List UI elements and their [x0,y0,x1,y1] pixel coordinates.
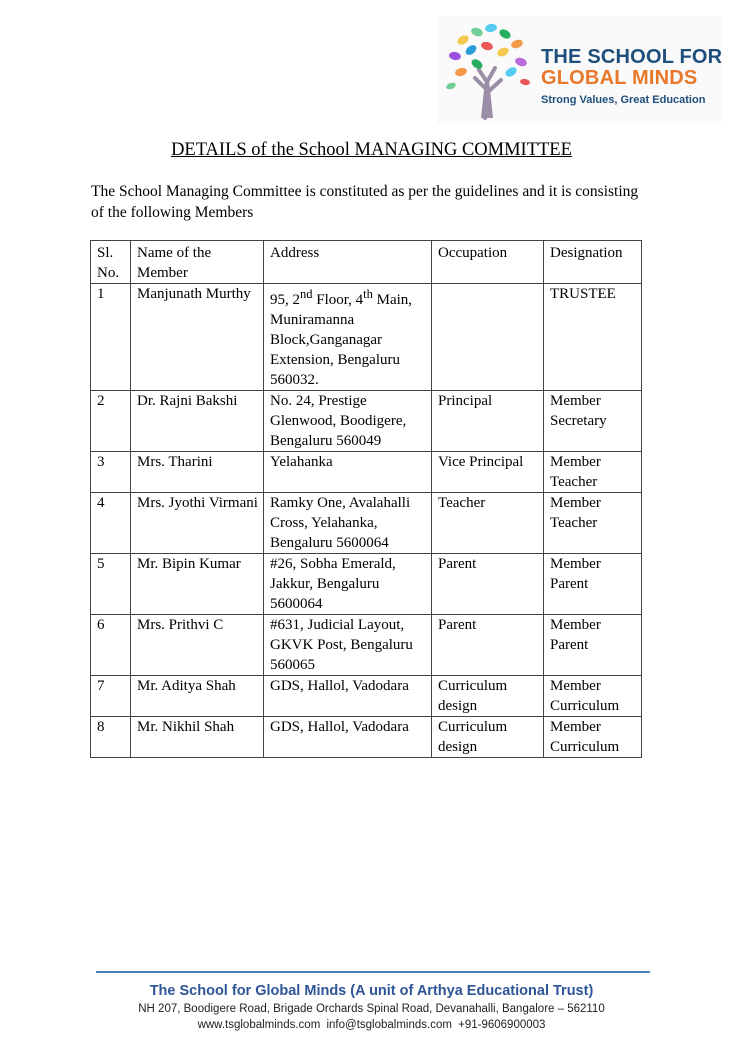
header-designation: Designation [544,241,642,284]
header-sl-no: Sl. No. [91,241,131,284]
page-title-wrap [0,140,743,161]
cell-sl-no: 1 [91,284,131,391]
committee-table [90,240,642,758]
cell-address: #631, Judicial Layout, GKVK Post, Bengaluru 560065 [264,615,432,676]
cell-sl-no: 6 [91,615,131,676]
table-row [91,615,642,676]
cell-designation: Member Curriculum [544,717,642,758]
table-row [91,676,642,717]
school-logo [437,16,721,124]
cell-occupation: Principal [432,391,544,452]
cell-name: Mr. Aditya Shah [131,676,264,717]
cell-address: Yelahanka [264,452,432,493]
cell-address: No. 24, Prestige Glenwood, Boodigere, Bengaluru 560049 [264,391,432,452]
cell-name: Mr. Bipin Kumar [131,554,264,615]
cell-occupation: Vice Principal [432,452,544,493]
cell-sl-no: 4 [91,493,131,554]
header-address: Address [264,241,432,284]
logo-tagline: Strong Values, Great Education [541,94,706,106]
cell-designation: Member Teacher [544,493,642,554]
table-row [91,554,642,615]
footer-phone: +91-9606900003 [458,1019,546,1031]
footer-org-name: The School for Global Minds (A unit of Arthya Educational Trust) [149,983,594,999]
cell-name: Mr. Nikhil Shah [131,717,264,758]
cell-address: GDS, Hallol, Vadodara [264,717,432,758]
header-name: Name of the Member [131,241,264,284]
cell-sl-no: 3 [91,452,131,493]
cell-name: Mrs. Tharini [131,452,264,493]
cell-designation: Member Parent [544,615,642,676]
cell-designation: Member Teacher [544,452,642,493]
intro-paragraph: The School Managing Committee is constituted as per the guidelines and it is consisting of the following Members [91,183,639,221]
table-row [91,452,642,493]
cell-designation: TRUSTEE [544,284,642,391]
cell-occupation: Parent [432,554,544,615]
cell-sl-no: 2 [91,391,131,452]
table-row [91,391,642,452]
footer-address: NH 207, Boodigere Road, Brigade Orchards Spinal Road, Devanahalli, Bangalore – 562110 [138,1003,605,1015]
address-text: Floor, 4 [312,292,364,308]
cell-designation: Member Parent [544,554,642,615]
cell-address: #26, Sobha Emerald, Jakkur, Bengaluru 5600064 [264,554,432,615]
cell-occupation: Parent [432,615,544,676]
footer-email: info@tsglobalminds.com [326,1019,452,1031]
footer-website: www.tsglobalminds.com [197,1019,321,1031]
cell-address [264,284,432,391]
footer-divider [96,971,650,973]
table-header-row [91,241,642,284]
cell-occupation: Curriculum design [432,717,544,758]
cell-name: Dr. Rajni Bakshi [131,391,264,452]
cell-occupation: Teacher [432,493,544,554]
ordinal-suffix: th [363,287,373,301]
address-text: 95, 2 [270,292,300,308]
table-row [91,717,642,758]
header-occupation: Occupation [432,241,544,284]
cell-occupation: Curriculum design [432,676,544,717]
tree-icon [441,20,537,120]
cell-occupation [432,284,544,391]
cell-name: Mrs. Prithvi C [131,615,264,676]
cell-designation: Member Secretary [544,391,642,452]
table-row [91,284,642,391]
cell-sl-no: 8 [91,717,131,758]
footer-contacts [0,1019,743,1031]
page-title: DETAILS of the School MANAGING COMMITTEE [171,140,572,160]
cell-sl-no: 5 [91,554,131,615]
cell-sl-no: 7 [91,676,131,717]
logo-title-line1: THE SCHOOL FOR [541,46,723,68]
table-row [91,493,642,554]
cell-address: GDS, Hallol, Vadodara [264,676,432,717]
cell-name: Manjunath Murthy [131,284,264,391]
ordinal-suffix: nd [300,287,313,301]
logo-title-line2: GLOBAL MINDS [541,67,698,89]
address-text: Main, Muniramanna Block,Ganganagar Extension, Bengaluru 560032. [270,292,413,388]
cell-name: Mrs. Jyothi Virmani [131,493,264,554]
cell-designation: Member Curriculum [544,676,642,717]
cell-address: Ramky One, Avalahalli Cross, Yelahanka, Bengaluru 5600064 [264,493,432,554]
